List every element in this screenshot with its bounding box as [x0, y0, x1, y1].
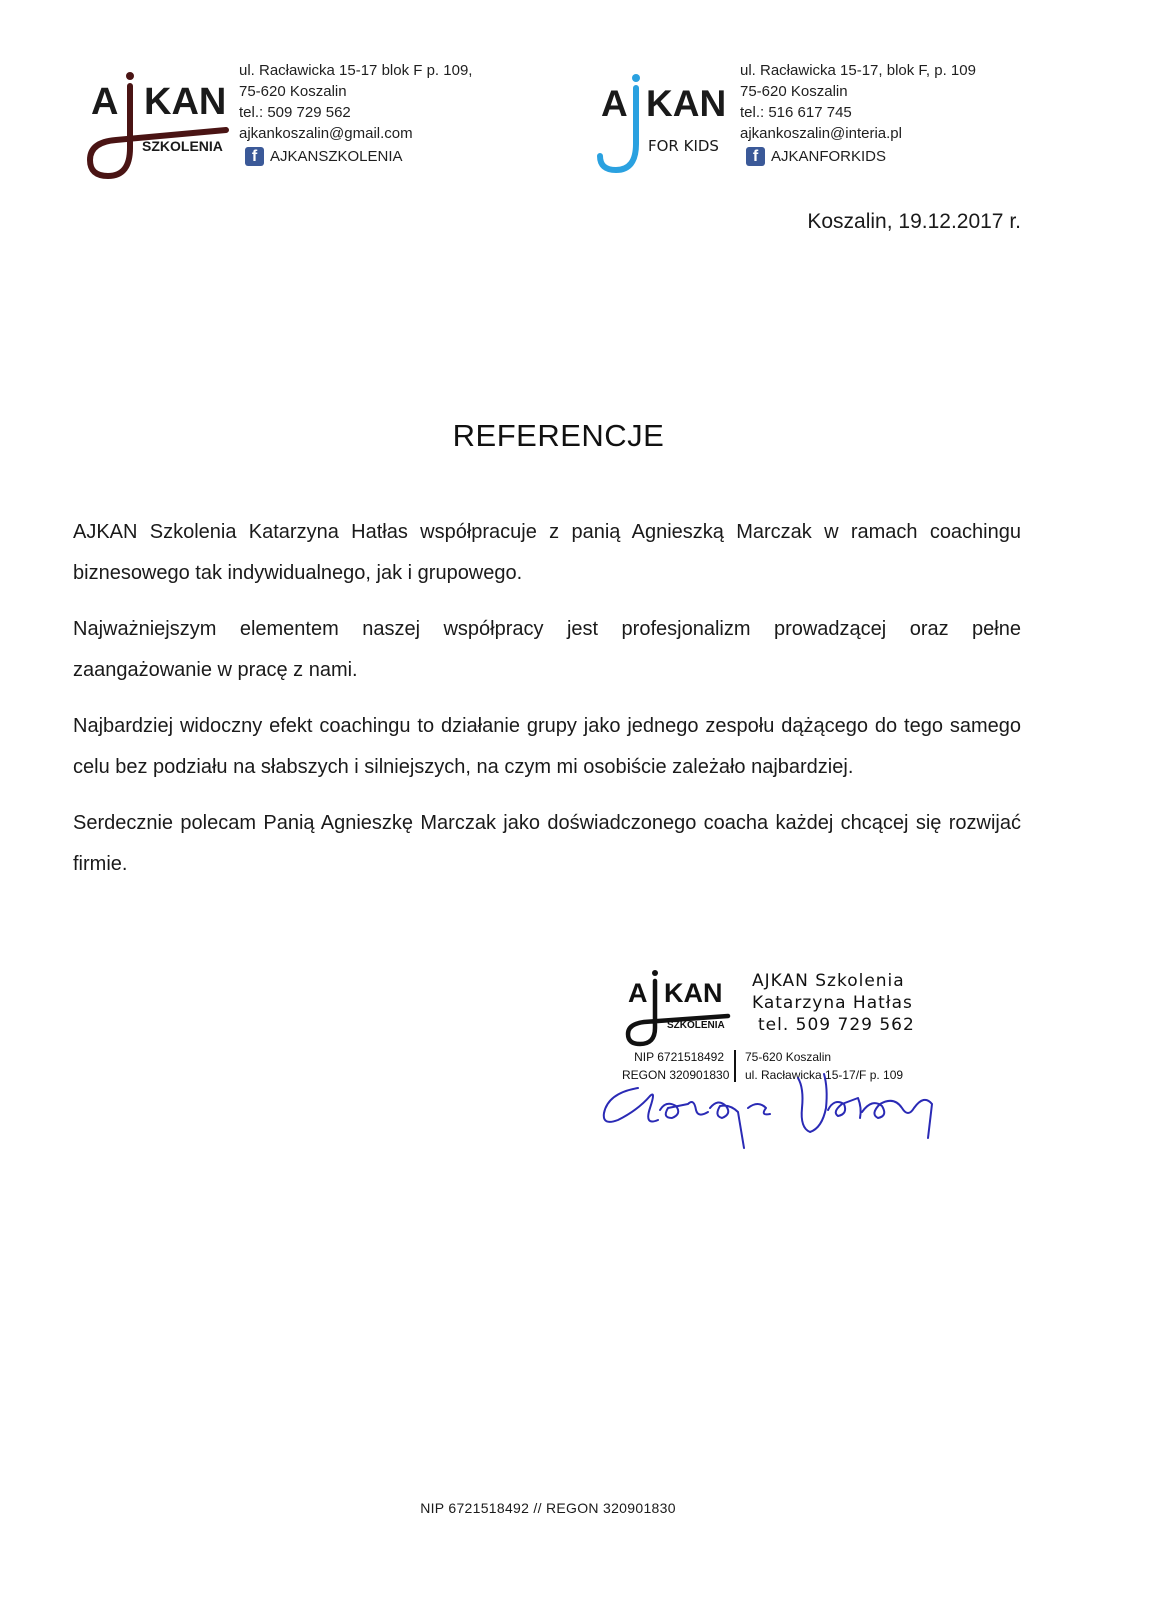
stamp-company-info	[752, 970, 915, 1036]
stamp-regon: REGON 320901830	[622, 1068, 730, 1082]
svg-text:SZKOLENIA: SZKOLENIA	[667, 1020, 725, 1031]
right-facebook-handle: AJKANFORKIDS	[771, 148, 887, 165]
paragraph: AJKAN Szkolenia Katarzyna Hatłas współpracuje z panią Agnieszką Marczak w ramach coachingu biznesowego tak indywidualnego, jak i grupowego.	[73, 521, 1021, 584]
svg-text:KAN: KAN	[646, 83, 727, 124]
stamp-line-name: Katarzyna Hatłas	[752, 993, 913, 1013]
stamp-line-company: AJKAN Szkolenia	[752, 971, 905, 991]
right-phone: tel.: 516 617 745	[740, 104, 852, 121]
facebook-icon: f	[746, 147, 765, 166]
ajkan-for-kids-logo	[596, 72, 731, 177]
document-title: REFERENCJE	[452, 418, 665, 453]
svg-text:FOR KIDS: FOR KIDS	[648, 137, 719, 155]
stamp-city: 75-620 Koszalin	[745, 1050, 832, 1064]
handwritten-signature	[598, 1068, 948, 1158]
letter-date: Koszalin, 19.12.2017 r.	[807, 210, 1021, 233]
right-contact-block	[740, 60, 976, 167]
stamp-logo	[624, 968, 739, 1048]
svg-text:KAN: KAN	[144, 81, 227, 123]
letter-body	[73, 512, 1021, 900]
left-address-line1: ul. Racławicka 15-17 blok F p. 109,	[239, 62, 473, 79]
svg-text:A: A	[91, 81, 119, 123]
paragraph: Najważniejszym elementem naszej współpracy jest profesjonalizm prowadzącej oraz pełne zaangażowanie w pracę z nami.	[73, 618, 1021, 681]
stamp-street: ul. Racławicka 15-17/F p. 109	[745, 1068, 904, 1082]
paragraph: Najbardziej widoczny efekt coachingu to działanie grupy jako jednego zespołu dążącego do tego samego celu bez podziału na słabszych i silniejszych, na czym mi osobiście zależało najbardziej.	[73, 715, 1021, 778]
footer-registration: NIP 6721518492 // REGON 320901830	[420, 1500, 676, 1516]
left-facebook-handle: AJKANSZKOLENIA	[270, 148, 403, 165]
svg-text:A: A	[628, 978, 648, 1008]
paragraph: Serdecznie polecam Panią Agnieszkę Marczak jako doświadczonego coacha każdej chcącej się rozwijać firmie.	[73, 812, 1021, 875]
right-address-line1: ul. Racławicka 15-17, blok F, p. 109	[740, 62, 976, 79]
svg-text:A: A	[601, 83, 628, 124]
right-email: ajkankoszalin@interia.pl	[740, 125, 902, 142]
left-address-line2: 75-620 Koszalin	[239, 83, 347, 100]
stamp-line-phone: tel. 509 729 562	[758, 1015, 915, 1035]
ajkan-szkolenia-logo	[86, 68, 236, 183]
svg-text:KAN: KAN	[664, 978, 723, 1008]
svg-text:SZKOLENIA: SZKOLENIA	[142, 138, 223, 154]
right-address-line2: 75-620 Koszalin	[740, 83, 848, 100]
stamp-nip: NIP 6721518492	[634, 1050, 724, 1064]
facebook-icon: f	[245, 147, 264, 166]
left-email: ajkankoszalin@gmail.com	[239, 125, 413, 142]
left-contact-block	[239, 60, 472, 167]
left-phone: tel.: 509 729 562	[239, 104, 351, 121]
